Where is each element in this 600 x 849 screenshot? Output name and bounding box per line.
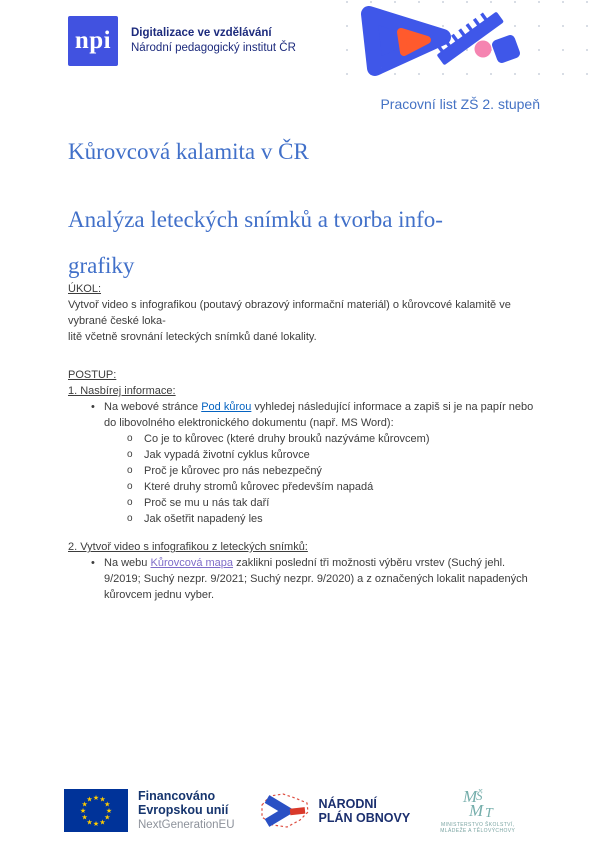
svg-text:★: ★ <box>99 818 106 827</box>
step1-heading: 1. Nasbírej informace: <box>68 385 176 397</box>
msmt-caption <box>440 822 515 834</box>
svg-text:★: ★ <box>81 800 88 809</box>
msmt-caption-line2: MLÁDEŽE A TĚLOVÝCHOVY <box>440 828 516 834</box>
subitem-text: Proč se mu u nás tak daří <box>144 497 270 509</box>
step2-text-pre: Na webu <box>104 557 151 569</box>
doc-type-label: Pracovní list ZŠ 2. stupeň <box>380 96 540 112</box>
subitem-text: Jak vypadá životní cyklus kůrovce <box>144 449 310 461</box>
svg-text:★: ★ <box>86 795 93 804</box>
bullet-marker: • <box>91 557 95 569</box>
step2-section <box>68 539 544 603</box>
npi-brand-text <box>131 26 296 56</box>
sub-bullet-marker: o <box>127 497 133 508</box>
eu-text-line3: NextGenerationEU <box>138 818 235 831</box>
svg-text:★: ★ <box>104 800 111 809</box>
svg-text:M: M <box>468 801 483 820</box>
npi-brand-header <box>68 16 296 66</box>
eu-funding-logo <box>64 789 235 833</box>
svg-text:Š: Š <box>475 788 483 803</box>
npo-chevron-map-icon <box>257 790 311 832</box>
step1-text-pre: Na webové stránce <box>104 401 202 413</box>
list-item <box>68 463 544 479</box>
svg-text:★: ★ <box>79 807 87 815</box>
decorative-shapes-illustration <box>345 0 600 100</box>
brand-line2: Národní pedagogický institut ČR <box>131 42 296 54</box>
page-title: Kůrovcová kalamita v ČR <box>68 139 309 164</box>
step2-heading: 2. Vytvoř video s infografikou z leteckých snímků: <box>68 541 308 553</box>
npi-logo-text: npi <box>74 27 112 54</box>
brand-line1: Digitalizace ve vzdělávání <box>131 27 272 39</box>
sub-bullet-marker: o <box>127 513 133 524</box>
npi-logo <box>68 16 118 66</box>
worksheet-body <box>68 281 544 603</box>
svg-text:★: ★ <box>99 795 106 804</box>
list-item <box>68 447 544 463</box>
page-subtitle <box>68 197 542 289</box>
msmt-monogram-icon <box>450 787 506 821</box>
svg-text:★: ★ <box>81 813 88 822</box>
step2-bullet-text <box>104 555 544 603</box>
national-recovery-plan-logo <box>257 790 411 832</box>
svg-text:M: M <box>462 787 477 806</box>
pink-dot-icon <box>475 41 492 58</box>
eu-flag-icon <box>64 789 128 832</box>
page-subtitle-line2: grafiky <box>68 253 135 278</box>
step2-bullet <box>68 555 544 603</box>
sub-bullet-marker: o <box>127 481 133 492</box>
spacer <box>68 345 544 361</box>
eu-text-line1: Financováno <box>138 788 216 803</box>
kurovcova-mapa-link[interactable]: Kůrovcová mapa <box>150 557 234 569</box>
msmt-caption-line1: MINISTERSTVO ŠKOLSTVÍ, <box>440 822 515 828</box>
sub-bullet-marker: o <box>127 449 133 460</box>
ukol-line1: Vytvoř video s infografikou (poutavý obrazový informační materiál) o kůrovcové kalamitě ve vybrané české loka- <box>68 299 511 327</box>
list-item <box>68 479 544 495</box>
npo-text-line2: PLÁN OBNOVY <box>318 810 411 825</box>
step1-text-post: vyhledej následující informace a zapiš si je na papír nebo do libovolného elektronického dokumentu (např. MS Word): <box>104 401 534 429</box>
npo-text <box>319 797 411 825</box>
svg-text:★: ★ <box>92 820 100 828</box>
msmt-ministry-logo <box>440 787 515 834</box>
eu-text-line2: Evropskou unií <box>138 803 229 818</box>
npo-text-line1: NÁRODNÍ <box>318 796 377 811</box>
list-item <box>68 495 544 511</box>
ukol-line2: litě včetně srovnání leteckých snímků dané lokality. <box>68 331 317 343</box>
subitem-text: Které druhy stromů kůrovec především napadá <box>144 481 374 493</box>
svg-text:T: T <box>484 806 493 821</box>
svg-text:★: ★ <box>105 807 113 815</box>
subitem-text: Co je to kůrovec (které druhy brouků nazýváme kůrovcem) <box>144 433 430 445</box>
svg-text:★: ★ <box>92 794 100 802</box>
subitem-text: Proč je kůrovec pro nás nebezpečný <box>144 465 322 477</box>
sub-bullet-marker: o <box>127 465 133 476</box>
list-item <box>68 431 544 447</box>
eu-funding-text <box>138 789 235 833</box>
step1-bullet-text <box>104 399 544 431</box>
step2-text-post: zaklikni poslední tři možnosti výběru vrstev (Suchý jehl. 9/2019; Suchý nezpr. 9/2021; Suchý nezpr. 9/2020) a z označených lokalit napadených kůrovcem jednu vyber. <box>104 557 528 601</box>
svg-text:★: ★ <box>104 813 111 822</box>
step1-bullet <box>68 399 544 431</box>
postup-heading: POSTUP: <box>68 369 117 381</box>
pod-kurou-link[interactable]: Pod kůrou <box>201 401 252 413</box>
svg-text:★: ★ <box>86 818 93 827</box>
page-subtitle-line1: Analýza leteckých snímků a tvorba info- <box>68 207 443 232</box>
footer-logos <box>64 787 515 834</box>
ukol-paragraph <box>68 297 544 345</box>
sub-bullet-marker: o <box>127 433 133 444</box>
subitem-text: Jak ošetřit napadený les <box>144 513 263 525</box>
ukol-heading: ÚKOL: <box>68 283 102 295</box>
bullet-marker: • <box>91 401 95 413</box>
list-item <box>68 511 544 527</box>
